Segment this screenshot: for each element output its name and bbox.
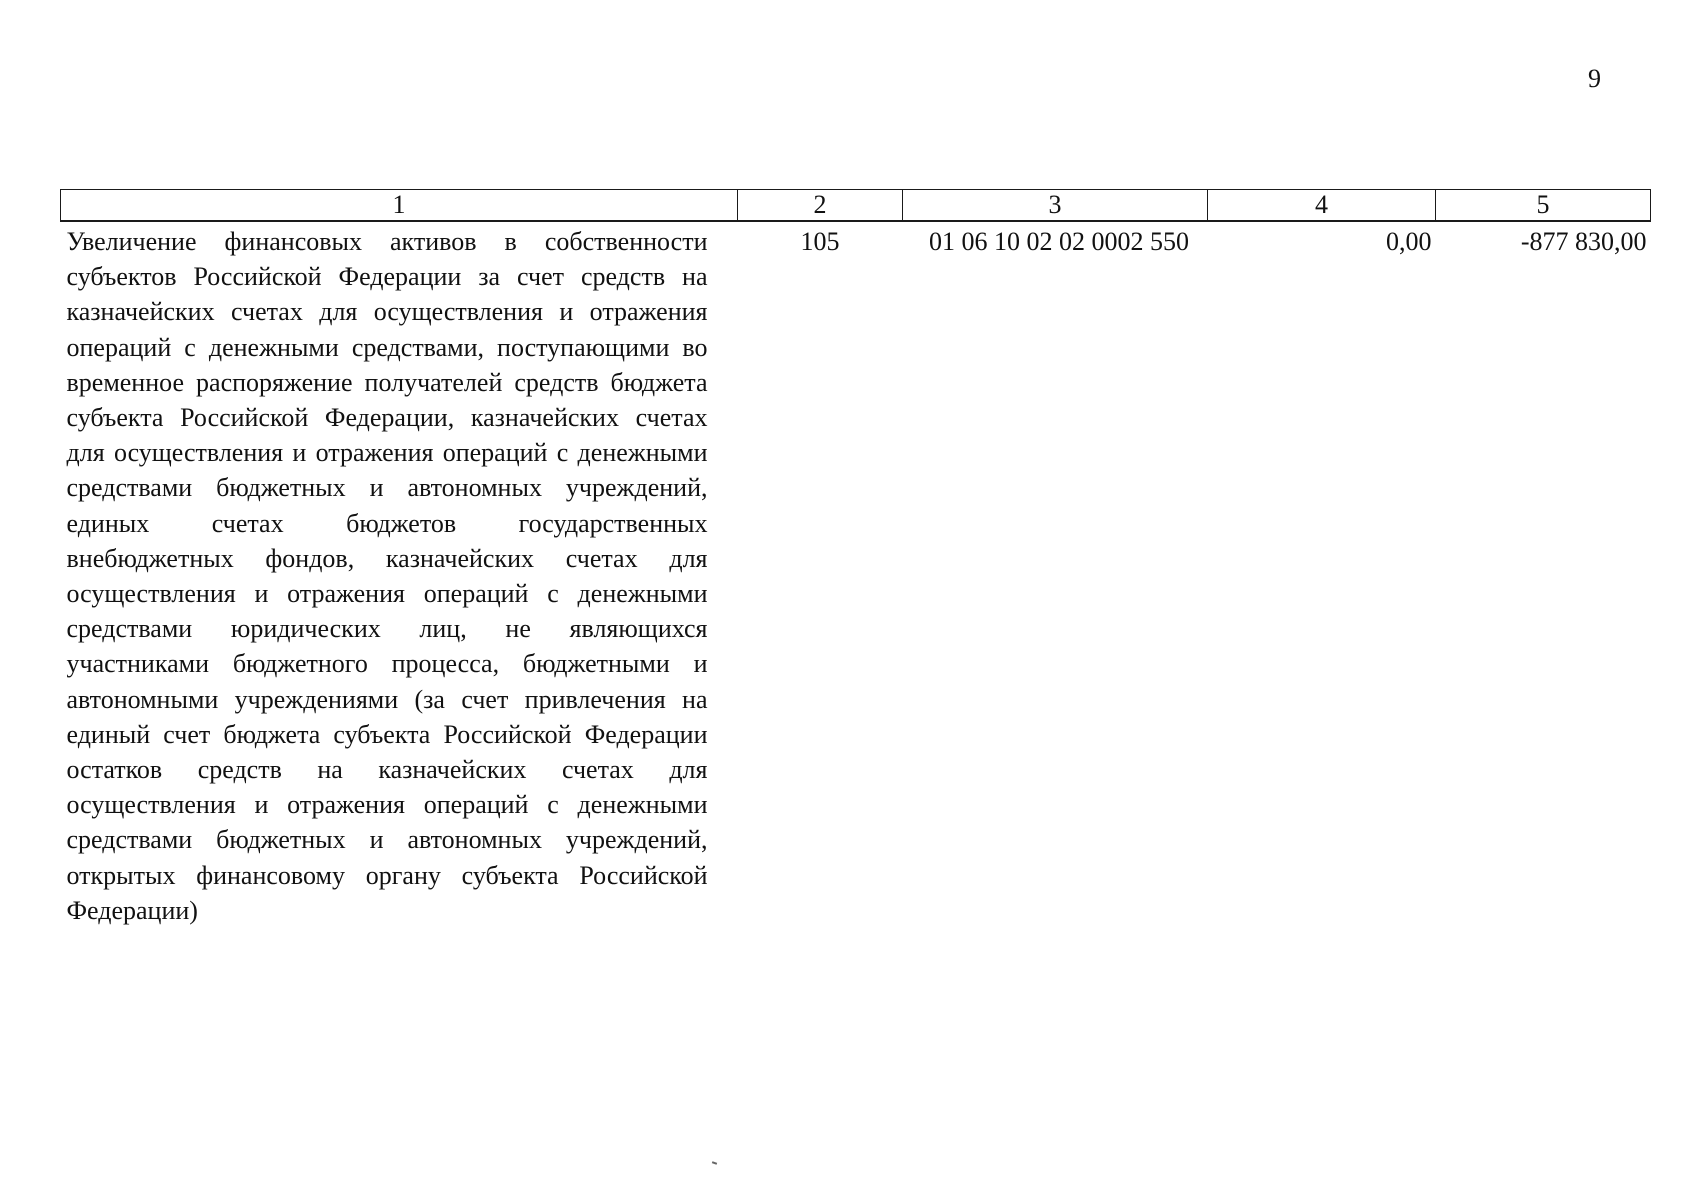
row-amount-col4: 0,00 [1386, 227, 1432, 256]
column-header-3: 3 [903, 190, 1208, 222]
column-header-1: 1 [61, 190, 738, 222]
budget-table [60, 189, 1651, 928]
column-header-2: 2 [738, 190, 903, 222]
column-header-5: 5 [1436, 190, 1651, 222]
row-description: Увеличение финансовых активов в собственности субъектов Российской Федерации за счет средств на казначейских счетах для осуществления и отражения операций с денежными средствами, поступающими во временное распоряжение получателей средств бюджета субъекта Российской Федерации, казначейских счетах для осуществления и отражения операций с денежными средствами бюджетных и автономных учреждений, единых счетах бюджетов государственных внебюджетных фондов, казначейских счетах для осуществления и отражения операций с денежными средствами юридических лиц, не являющихся участниками бюджетного процесса, бюджетными и автономными учреждениями (за счет привлечения на единый счет бюджета субъекта Российской Федерации остатков средств на казначейских счетах для осуществления и отражения операций с денежными средствами бюджетных и автономных учреждений, открытых финансовому органу субъекта Российской Федерации) [66, 227, 708, 925]
row-admin-code: 105 [800, 227, 840, 256]
table-header [61, 190, 1651, 222]
budget-table-container [60, 189, 1650, 928]
row-kbk-code: 01 06 10 02 02 0002 550 [929, 227, 1189, 256]
scan-artifact-mark [712, 1161, 717, 1165]
header-row [61, 190, 1651, 222]
page-number: 9 [1588, 64, 1601, 93]
table-body [61, 221, 1651, 928]
column-header-4: 4 [1208, 190, 1436, 222]
table-row [61, 221, 1651, 928]
row-amount-col5: -877 830,00 [1520, 227, 1647, 256]
